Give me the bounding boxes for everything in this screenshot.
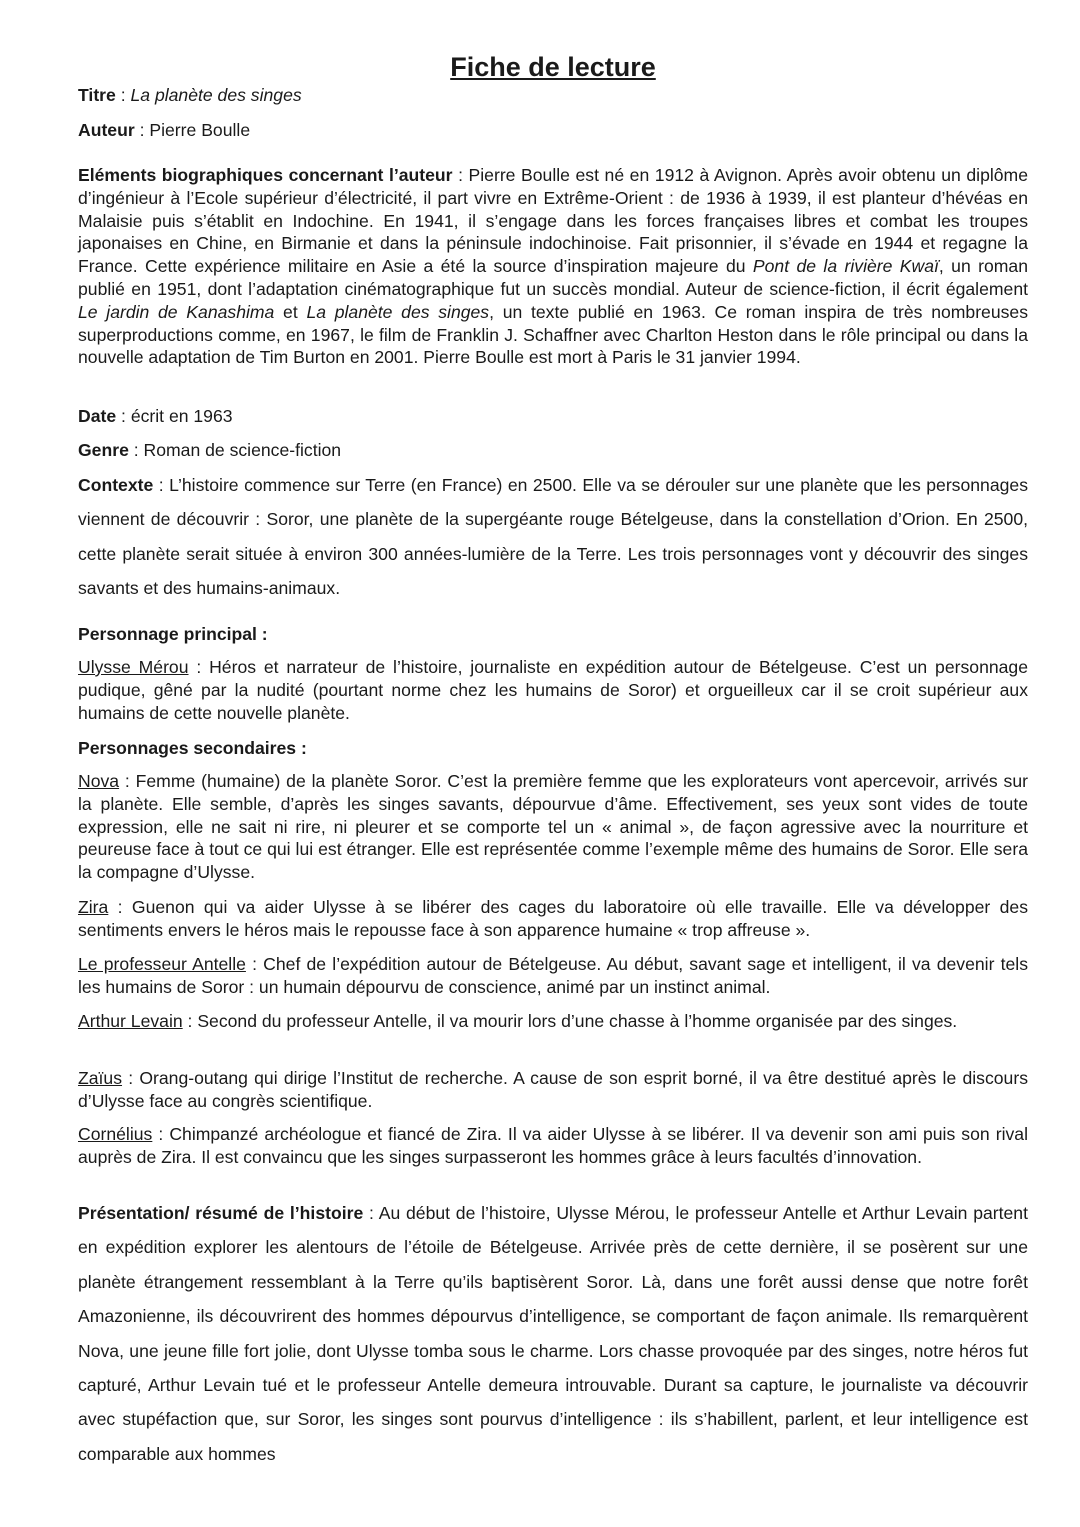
bio-italic-3: La planète des singes	[306, 301, 490, 322]
resume-paragraph	[78, 1196, 1028, 1471]
bio-label: Eléments biographiques concernant l’auteur	[78, 165, 453, 185]
genre-value: Roman de science-fiction	[143, 440, 342, 460]
titre-label: Titre	[78, 85, 116, 105]
secondary-levain	[78, 1010, 1028, 1033]
bio-text-2: , un roman publié en 1951, dont l’adaptation cinématographique fut un succès mondial. Auteur de science-fiction, il écrit également	[78, 256, 1028, 299]
date-label: Date	[78, 406, 117, 426]
secondary-name: Nova	[78, 771, 120, 791]
secondary-nova	[78, 770, 1028, 884]
auteur-label: Auteur	[78, 120, 135, 140]
secondary-cornelius	[78, 1123, 1028, 1169]
secondary-name: Cornélius	[78, 1124, 153, 1144]
resume-label: Présentation/ résumé de l’histoire	[78, 1203, 364, 1223]
auteur-sep: :	[134, 120, 150, 140]
secondary-text: : Guenon qui va aider Ulysse à se libérer des cages du laboratoire où elle travaille. Elle va développer des sentiments envers le héros mais le repousse face à son apparence humaine « trop affreuse ».	[78, 897, 1028, 940]
secondary-text: : Chimpanzé archéologue et fiancé de Zira. Il va aider Ulysse à se libérer. Il va devenir son ami puis son rival auprès de Zira. Il est convaincu que les singes surpasseront les hommes grâce à leurs facultés d’innovation.	[78, 1124, 1028, 1167]
document-page	[78, 50, 1029, 1464]
principal-text: : Héros et narrateur de l’histoire, journaliste en expédition autour de Bételgeuse. C’est un personnage pudique, gêné par la nudité (pourtant norme chez les humains de Soror) et orgueilleux car il se croit supérieur aux humains de cette nouvelle planète.	[78, 657, 1028, 723]
secondary-text: : Femme (humaine) de la planète Soror. C’est la première femme que les explorateurs vont apercevoir, arrivés sur la planète. Elle semble, d’après les singes savants, dépourvue d’âme. Effectivement, ses yeux sont vides de toute expression, elle ne sait ni rire, ni pleurer et se comporte tel un « animal », de façon agressive avec la nourriture et peureuse face à tout ce qui lui est étranger. Elle est représentée comme l’exemple même des humains de Soror. Elle sera la compagne d’Ulysse.	[78, 771, 1028, 883]
genre-label: Genre	[78, 440, 129, 460]
principal-paragraph	[78, 656, 1028, 724]
principal-heading: Personnage principal :	[78, 624, 268, 644]
secondary-name: Le professeur Antelle	[78, 954, 246, 974]
secondary-name: Zaïus	[78, 1068, 123, 1088]
titre-line	[78, 84, 302, 107]
resume-text: : Au début de l’histoire, Ulysse Mérou, le professeur Antelle et Arthur Levain partent en expédition explorer les alentours de l’étoile de Bételgeuse. Arrivée près de cette dernière, il se posèrent sur une planète étrangement ressemblant à la Terre qu’ils baptisèrent Soror. Là, dans une forêt aussi dense que notre forêt Amazonienne, ils découvrirent des hommes dépourvus d’intelligence, se comportant de façon animale. Ils remarquèrent Nova, une jeune fille fort jolie, dont Ulysse tomba sous le charme. Lors chasse provoquée par des singes, notre héros fut capturé, Arthur Levain tué et le professeur Antelle demeura introuvable. Durant sa capture, le journaliste va découvrir avec stupéfaction que, sur Soror, les singes sont pourvus d’intelligence : ils s’habillent, parlent, et leur intelligence est comparable aux hommes	[78, 1203, 1028, 1464]
bio-italic-1: Pont de la rivière Kwaï	[752, 256, 939, 277]
principal-name: Ulysse Mérou	[78, 657, 189, 677]
date-line	[78, 405, 233, 428]
secondary-text: : Orang-outang qui dirige l’Institut de recherche. A cause de son esprit borné, il va être destitué après le discours d’Ulysse face au congrès scientifique.	[78, 1068, 1028, 1111]
bio-italic-2: Le jardin de Kanashima	[78, 301, 275, 322]
bio-text-1: : Pierre Boulle est né en 1912 à Avignon. Après avoir obtenu un diplôme d’ingénieur à l’Ecole supérieur d’électricité, il part vivre en Extrême-Orient : de 1936 à 1939, il est planteur d’hévéas en Malaisie puis s’établit en Indochine. En 1941, il s’engage dans les forces françaises libres et combat les troupes japonaises en Chine, en Birmanie et dans la péninsule indochinoise. Fait prisonnier, il s’évade en 1944 et regagne la France. Cette expérience militaire en Asie a été la source d’inspiration majeure du	[78, 165, 1028, 277]
secondary-antelle	[78, 953, 1028, 999]
titre-value: La planète des singes	[130, 85, 302, 105]
bio-paragraph	[78, 164, 1028, 369]
bio-text-3: et	[274, 301, 307, 322]
genre-sep: :	[128, 440, 144, 460]
secondary-name: Zira	[78, 897, 109, 917]
titre-sep: :	[115, 85, 131, 105]
contexte-text: : L’histoire commence sur Terre (en France) en 2500. Elle va se dérouler sur une planète que les personnages viennent de découvrir : Soror, une planète de la supergéante rouge Bételgeuse, dans la constellation d’Orion. En 2500, cette planète serait située à environ 300 années-lumière de la Terre. Les trois personnages vont y découvrir des singes savants et des humains-animaux.	[78, 475, 1028, 599]
secondary-text: : Chef de l’expédition autour de Bételgeuse. Au début, savant sage et intelligent, il va devenir tels les humains de Soror : un humain dépourvu de conscience, animé par un instinct animal.	[78, 954, 1028, 997]
page-title: Fiche de lecture	[450, 52, 656, 82]
date-sep: :	[116, 406, 131, 426]
bio-text-4: , un texte publié en 1963. Ce roman inspira de très nombreuses superproductions comme, en 1967, le film de Franklin J. Schaffner avec Charlton Heston dans le rôle principal ou dans la nouvelle adaptation de Tim Burton en 2001. Pierre Boulle est mort à Paris le 31 janvier 1994.	[78, 301, 1029, 368]
secondary-text: : Second du professeur Antelle, il va mourir lors d’une chasse à l’homme organisée par des singes.	[182, 1011, 958, 1031]
auteur-line	[78, 119, 250, 142]
secondary-zira	[78, 896, 1028, 942]
date-value: écrit en 1963	[130, 406, 233, 426]
contexte-label: Contexte	[78, 475, 154, 495]
secondary-name: Arthur Levain	[78, 1011, 183, 1031]
secondary-zaius	[78, 1067, 1028, 1113]
auteur-value: Pierre Boulle	[149, 120, 251, 140]
genre-line	[78, 439, 341, 462]
contexte-paragraph	[78, 468, 1028, 606]
secondaires-heading: Personnages secondaires :	[78, 738, 307, 758]
